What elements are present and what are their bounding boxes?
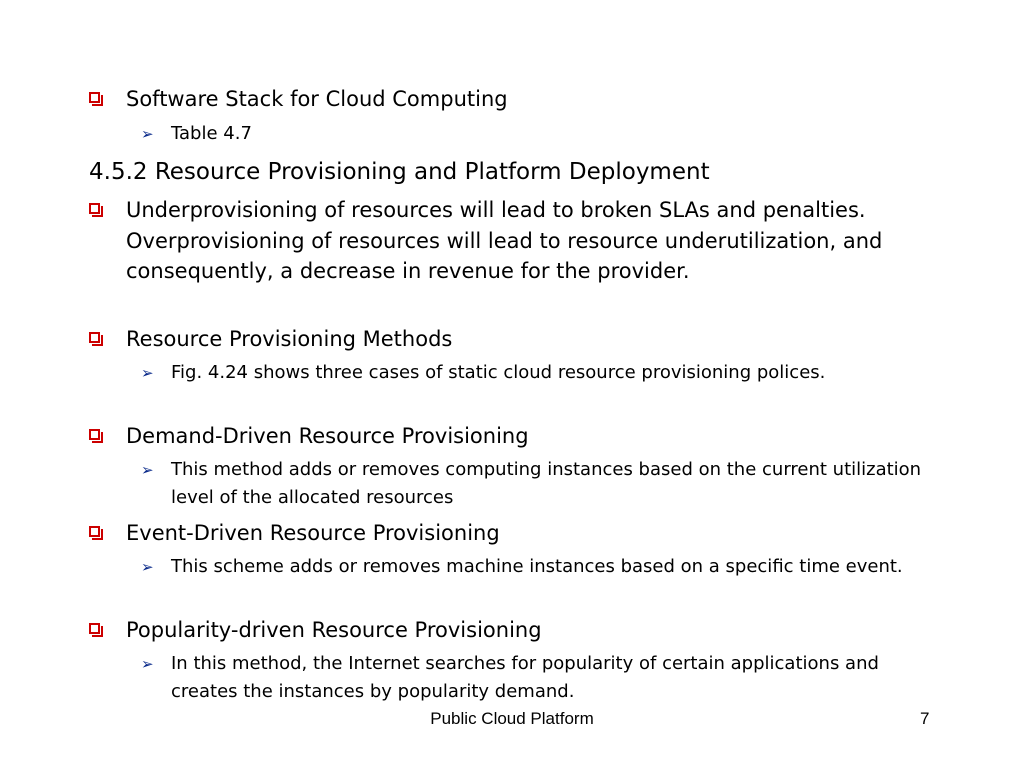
list-item-text: Resource Provisioning Methods <box>126 327 453 351</box>
list-item-text: Event-Driven Resource Provisioning <box>126 521 500 545</box>
list-item-text: Software Stack for Cloud Computing <box>126 87 508 111</box>
sub-list-item <box>141 359 931 387</box>
arrowhead-bullet-icon: ➢ <box>141 125 154 143</box>
list-item <box>89 195 946 287</box>
list-item <box>89 518 946 549</box>
list-item-text: Demand-Driven Resource Provisioning <box>126 424 529 448</box>
sub-list-item <box>141 456 931 511</box>
hollow-square-bullet-icon <box>89 332 100 343</box>
sub-list-item-text: This method adds or removes computing instances based on the current utilization level of the allocated resources <box>171 459 922 508</box>
list-item <box>89 324 946 355</box>
hollow-square-bullet-icon <box>89 92 100 103</box>
sub-list-item <box>141 120 931 148</box>
footer-title: Public Cloud Platform <box>430 709 594 728</box>
sub-list-item-text: In this method, the Internet searches for popularity of certain applications and creates the instances by popularity demand. <box>171 653 879 702</box>
arrowhead-bullet-icon: ➢ <box>141 558 154 576</box>
list-item <box>89 421 946 452</box>
page-number: 7 <box>920 709 930 728</box>
sub-list-item <box>141 650 931 705</box>
hollow-square-bullet-icon <box>89 623 100 634</box>
arrowhead-bullet-icon: ➢ <box>141 655 154 673</box>
hollow-square-bullet-icon <box>89 526 100 537</box>
hollow-square-bullet-icon <box>89 203 100 214</box>
list-item-text: Popularity-driven Resource Provisioning <box>126 618 542 642</box>
sub-list-item-text: This scheme adds or removes machine instances based on a specific time event. <box>171 556 903 577</box>
list-item-text: Underprovisioning of resources will lead to broken SLAs and penalties. Overprovisioning of resources will lead to resource underutilization, and consequently, a decrease in revenue for the provider. <box>126 198 883 283</box>
sub-list-item-text: Table 4.7 <box>171 123 252 144</box>
sub-list-item-text: Fig. 4.24 shows three cases of static cloud resource provisioning polices. <box>171 362 826 383</box>
sub-list-item <box>141 553 931 581</box>
hollow-square-bullet-icon <box>89 429 100 440</box>
section-heading: 4.5.2 Resource Provisioning and Platform Deployment <box>89 159 710 185</box>
list-item <box>89 615 946 646</box>
arrowhead-bullet-icon: ➢ <box>141 461 154 479</box>
list-item <box>89 84 946 115</box>
arrowhead-bullet-icon: ➢ <box>141 364 154 382</box>
